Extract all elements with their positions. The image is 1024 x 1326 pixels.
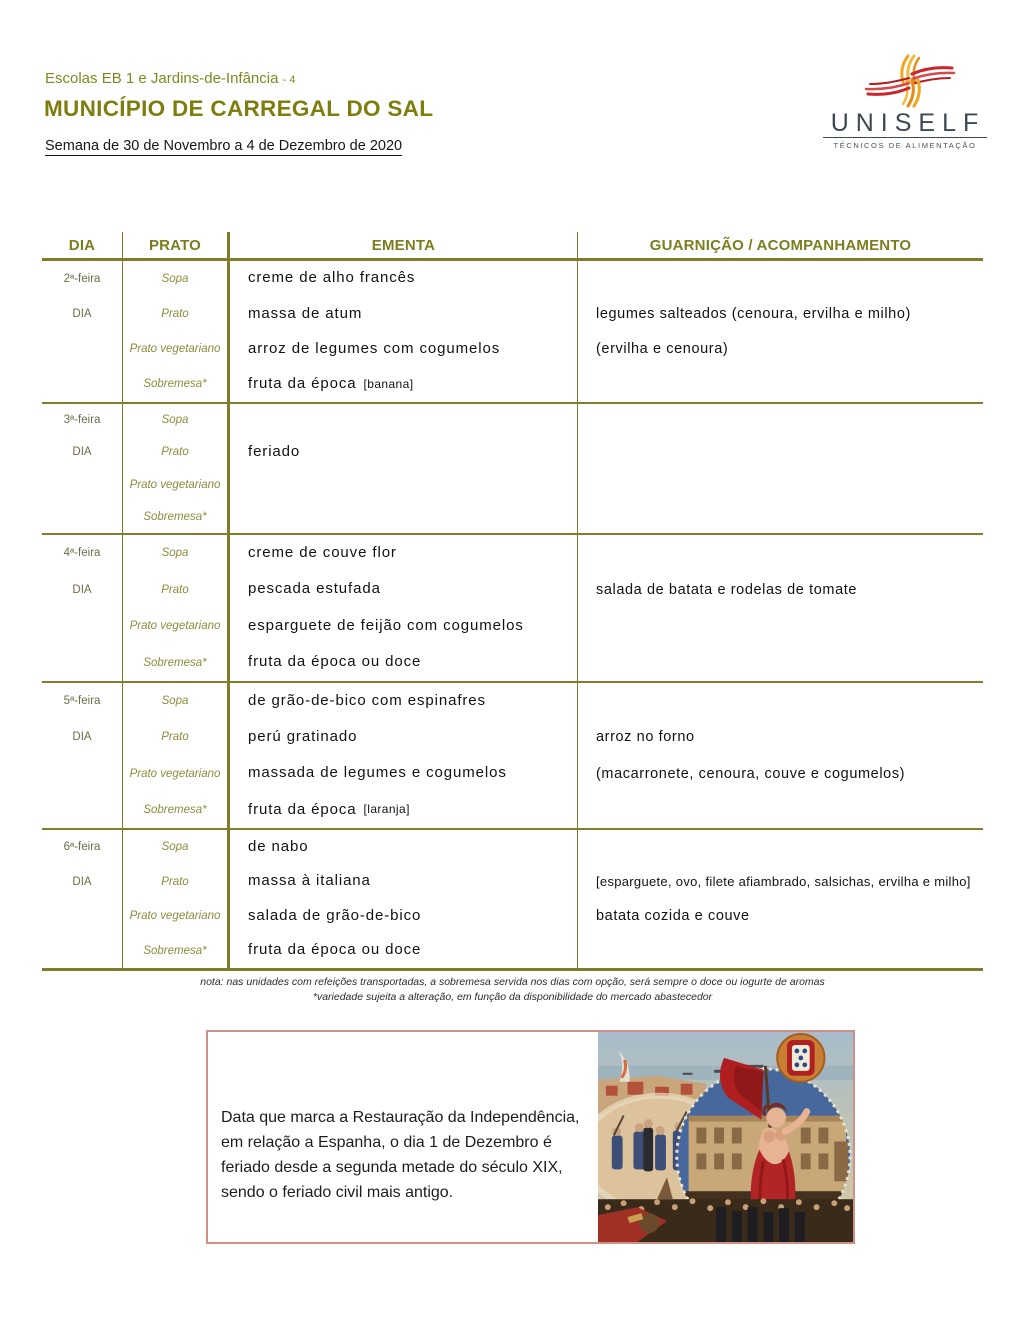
ementa-cell: feriado	[248, 443, 301, 460]
ementa-note: [banana]	[363, 376, 414, 391]
ementa-note: [laranja]	[363, 802, 410, 817]
ementa-cell: perú gratinado	[248, 728, 358, 745]
school-line-text: Escolas EB 1 e Jardins-de-Infância	[45, 70, 279, 87]
ementa-cell: creme de alho francês	[248, 269, 416, 287]
col-header-ementa: EMENTA	[230, 232, 578, 258]
ementa-cell: arroz de legumes com cogumelos	[248, 339, 501, 357]
prato-label: Prato	[161, 583, 189, 596]
ementa-cell: massa à italiana	[248, 872, 371, 890]
prato-column	[123, 535, 230, 681]
guarnicao-column	[578, 404, 983, 533]
prato-label: Sopa	[161, 272, 189, 285]
guarnicao-column	[578, 683, 983, 828]
uniself-logo	[822, 52, 988, 164]
day-sub: DIA	[72, 307, 92, 320]
day-name: 4ª-feira	[63, 547, 101, 560]
prato-label: Prato vegetariano	[129, 343, 221, 356]
day-sub: DIA	[72, 731, 92, 744]
footnote-1: nota: nas unidades com refeições transportadas, a sobremesa servida nos dias com opção, será sempre o doce ou iogurte de aromas	[200, 976, 825, 988]
day-column	[42, 830, 123, 968]
holiday-info-box	[206, 1030, 855, 1244]
restauracao-da-independencia-painting	[598, 1032, 853, 1242]
guarnicao-cell	[578, 436, 983, 468]
guarnicao-column	[578, 261, 983, 402]
day-column	[42, 683, 123, 828]
ementa-cell: salada de grão-de-bico	[248, 906, 422, 924]
day-sub: DIA	[72, 875, 92, 888]
day-block-terca	[42, 404, 983, 535]
day-sub: DIA	[72, 583, 92, 596]
guarnicao-cell: (ervilha e cenoura)	[596, 341, 729, 358]
ementa-column	[230, 683, 578, 828]
prato-label: Prato vegetariano	[129, 910, 221, 923]
ementa-cell: massa de atum	[248, 304, 363, 322]
guarnicao-cell	[578, 934, 983, 969]
guarnicao-cell	[578, 469, 983, 501]
prato-label: Sobremesa*	[143, 944, 207, 957]
pinwheel-icon	[830, 52, 980, 110]
prato-label: Sopa	[161, 547, 189, 560]
ementa-cell	[230, 404, 577, 436]
day-block-segunda	[42, 261, 983, 404]
logo-tagline: TÉCNICOS DE ALIMENTAÇÃO	[833, 141, 977, 151]
ementa-column	[230, 535, 578, 681]
school-line-suffix: - 4	[282, 74, 296, 86]
holiday-info-text-wrap	[208, 1032, 598, 1242]
day-column	[42, 261, 123, 402]
day-block-quarta	[42, 535, 983, 683]
guarnicao-cell	[578, 261, 983, 296]
logo-wordmark: UNISELF	[823, 110, 988, 138]
ementa-cell	[230, 469, 577, 501]
guarnicao-cell	[578, 645, 983, 682]
prato-column	[123, 683, 230, 828]
guarnicao-cell	[578, 404, 983, 436]
ementa-cell: fruta da época [laranja]	[248, 800, 410, 818]
guarnicao-cell: salada de batata e rodelas de tomate	[596, 581, 858, 598]
prato-label: Sobremesa*	[143, 378, 207, 391]
school-line	[45, 70, 295, 87]
guarnicao-cell	[578, 792, 983, 828]
day-block-sexta	[42, 830, 983, 971]
guarnicao-cell	[578, 501, 983, 533]
ementa-cell: pescada estufada	[248, 580, 381, 598]
guarnicao-cell: batata cozida e couve	[596, 908, 750, 925]
prato-label: Prato	[161, 446, 189, 459]
prato-column	[123, 261, 230, 402]
day-sub: DIA	[72, 446, 92, 459]
guarnicao-cell	[578, 830, 983, 865]
prato-label: Prato vegetariano	[129, 478, 221, 491]
footnotes	[42, 975, 983, 1005]
ementa-cell: fruta da época ou doce	[248, 941, 422, 959]
col-header-guarnicao: GUARNIÇÃO / ACOMPANHAMENTO	[649, 236, 912, 254]
guarnicao-cell	[578, 535, 983, 572]
ementa-cell: fruta da época [banana]	[248, 375, 414, 392]
guarnicao-cell: (macarronete, cenoura, couve e cogumelos)	[596, 765, 906, 782]
prato-label: Prato	[161, 731, 189, 744]
day-block-quinta	[42, 683, 983, 830]
prato-column	[123, 830, 230, 968]
ementa-cell: fruta da época ou doce	[248, 653, 422, 671]
prato-label: Prato vegetariano	[129, 767, 221, 780]
ementa-column	[230, 830, 578, 968]
guarnicao-cell: [esparguete, ovo, filete afiambrado, salsichas, ervilha e milho]	[596, 873, 971, 889]
guarnicao-cell	[578, 683, 983, 719]
prato-label: Prato	[161, 307, 189, 320]
holiday-info-text: Data que marca a Restauração da Independência, em relação a Espanha, o dia 1 de Dezembro é feriado desde a segunda metade do século XIX, sendo o feriado civil mais antigo.	[221, 1109, 580, 1201]
prato-label: Sobremesa*	[143, 510, 207, 523]
day-name: 3ª-feira	[63, 414, 101, 427]
table-header-row	[42, 232, 983, 261]
day-column	[42, 404, 123, 533]
guarnicao-cell	[578, 608, 983, 645]
day-name: 5ª-feira	[63, 695, 101, 708]
prato-label: Prato vegetariano	[129, 620, 221, 633]
ementa-cell: esparguete de feijão com cogumelos	[248, 616, 524, 634]
col-header-dia: DIA	[42, 232, 123, 258]
prato-column	[123, 404, 230, 533]
ementa-cell: massada de legumes e cogumelos	[248, 764, 507, 782]
day-name: 6ª-feira	[63, 841, 101, 854]
prato-label: Sobremesa*	[143, 803, 207, 816]
guarnicao-cell: arroz no forno	[596, 729, 695, 746]
menu-table	[42, 232, 983, 1005]
guarnicao-cell: legumes salteados (cenoura, ervilha e milho)	[596, 305, 911, 322]
ementa-cell: de grão-de-bico com espinafres	[248, 691, 486, 709]
guarnicao-column	[578, 830, 983, 968]
day-name: 2ª-feira	[63, 272, 101, 285]
ementa-cell	[230, 501, 577, 533]
prato-label: Sobremesa*	[143, 656, 207, 669]
ementa-column	[230, 261, 578, 402]
guarnicao-cell	[578, 367, 983, 402]
day-column	[42, 535, 123, 681]
prato-label: Sopa	[161, 695, 189, 708]
ementa-column	[230, 404, 578, 533]
prato-label: Sopa	[161, 841, 189, 854]
footnote-2: *variedade sujeita a alteração, em função da disponibilidade do mercado abastecedor	[312, 991, 713, 1004]
week-range: Semana de 30 de Novembro a 4 de Dezembro de 2020	[45, 138, 403, 154]
prato-label: Prato	[161, 875, 189, 888]
ementa-cell: de nabo	[248, 837, 309, 855]
prato-label: Sopa	[161, 414, 189, 427]
page-title: MUNICÍPIO DE CARREGAL DO SAL	[44, 96, 434, 121]
guarnicao-column	[578, 535, 983, 681]
col-header-prato: PRATO	[123, 232, 230, 258]
ementa-cell: creme de couve flor	[248, 543, 397, 561]
